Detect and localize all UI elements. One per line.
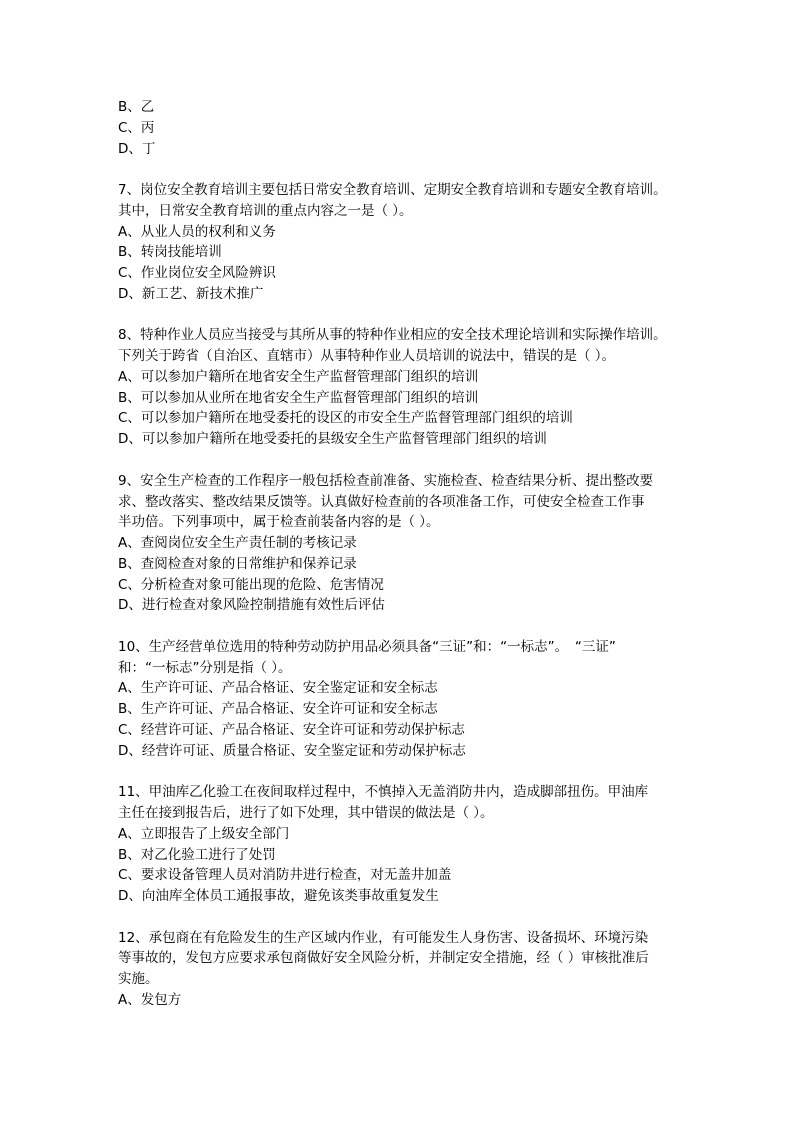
question-stem-line: 其中，日常安全教育培训的重点内容之一是（ ）。 (118, 202, 413, 219)
question-stem-line: 10、生产经营单位选用的特种劳动防护用品必须具备“三证”和：“一标志”。 “三证” (118, 638, 616, 655)
answer-option: B、转岗技能培训 (118, 244, 222, 261)
question-stem-line: 主任在接到报告后，进行了如下处理，其中错误的做法是（ ）。 (118, 805, 494, 822)
question-block (118, 97, 718, 159)
answer-option: C、要求设备管理人员对消防井进行检查，对无盖井加盖 (118, 867, 452, 884)
question-block (118, 325, 718, 450)
question-stem-line: 7、岗位安全教育培训主要包括日常安全教育培训、定期安全教育培训和专题安全教育培训。 (118, 182, 667, 199)
answer-option: B、对乙化验工进行了处罚 (118, 846, 276, 863)
answer-option: C、经营许可证、产品合格证、安全许可证和劳动保护标志 (118, 721, 465, 738)
question-block (118, 637, 718, 762)
answer-option: A、立即报告了上级安全部门 (118, 825, 290, 842)
answer-option: B、可以参加从业所在地省安全生产监督管理部门组织的培训 (118, 389, 479, 406)
question-stem-line: 求、整改落实、整改结果反馈等。认真做好检查前的各项准备工作，可使安全检查工作事 (118, 493, 645, 510)
answer-option: A、查阅岗位安全生产责任制的考核记录 (118, 535, 357, 552)
answer-option: B、查阅检查对象的日常维护和保养记录 (118, 555, 357, 572)
question-stem-line: 实施。 (118, 971, 159, 988)
question-stem-line: 等事故的，发包方应要求承包商做好安全风险分析，并制定安全措施，经（ ）审核批准后 (118, 950, 649, 967)
answer-option: D、进行检查对象风险控制措施有效性后评估 (118, 597, 385, 614)
answer-option: B、生产许可证、产品合格证、安全许可证和安全标志 (118, 701, 438, 718)
question-block (118, 928, 718, 1011)
answer-option: A、生产许可证、产品合格证、安全鉴定证和安全标志 (118, 680, 438, 697)
answer-option: D、新工艺、新技术推广 (118, 285, 264, 302)
answer-option: D、丁 (118, 140, 156, 157)
question-stem-line: 半功倍。下列事项中，属于检查前装备内容的是（ ）。 (118, 514, 440, 531)
question-stem-line: 12、承包商在有危险发生的生产区域内作业，有可能发生人身伤害、设备损坏、环境污染 (118, 929, 649, 946)
question-block (118, 471, 718, 616)
question-stem-line: 下列关于跨省（自治区、直辖市）从事特种作业人员培训的说法中，错误的是（ ）。 (118, 348, 616, 365)
spacer (118, 159, 718, 180)
spacer (118, 907, 718, 928)
question-stem-line: 和：“一标志”分别是指（ ）。 (118, 659, 292, 676)
question-stem-line: 9、安全生产检查的工作程序一般包括检查前准备、实施检查、检查结果分析、提出整改要 (118, 472, 654, 489)
answer-option: D、可以参加户籍所在地受委托的县级安全生产监督管理部门组织的培训 (118, 431, 547, 448)
question-block (118, 782, 718, 907)
answer-option: A、从业人员的权利和义务 (118, 223, 276, 240)
answer-option: B、乙 (118, 99, 155, 115)
answer-option: D、向油库全体员工通报事故，避免该类事故重复发生 (118, 888, 439, 905)
question-stem-line: 8、特种作业人员应当接受与其所从事的特种作业相应的安全技术理论培训和实际操作培训。 (118, 327, 667, 344)
spacer (118, 762, 718, 783)
spacer (118, 305, 718, 326)
answer-option: A、可以参加户籍所在地省安全生产监督管理部门组织的培训 (118, 368, 479, 385)
spacer (118, 616, 718, 637)
document-page (118, 97, 718, 1011)
question-stem-line: 11、甲油库乙化验工在夜间取样过程中，不慎掉入无盖消防井内，造成脚部扭伤。甲油库 (118, 784, 649, 801)
question-block (118, 180, 718, 305)
answer-option: C、可以参加户籍所在地受委托的设区的市安全生产监督管理部门组织的培训 (118, 410, 573, 427)
answer-option: C、作业岗位安全风险辨识 (118, 265, 276, 282)
spacer (118, 450, 718, 471)
answer-option: C、丙 (118, 119, 155, 136)
answer-option: D、经营许可证、质量合格证、安全鉴定证和劳动保护标志 (118, 742, 466, 759)
answer-option: A、发包方 (118, 991, 182, 1008)
answer-option: C、分析检查对象可能出现的危险、危害情况 (118, 576, 384, 593)
